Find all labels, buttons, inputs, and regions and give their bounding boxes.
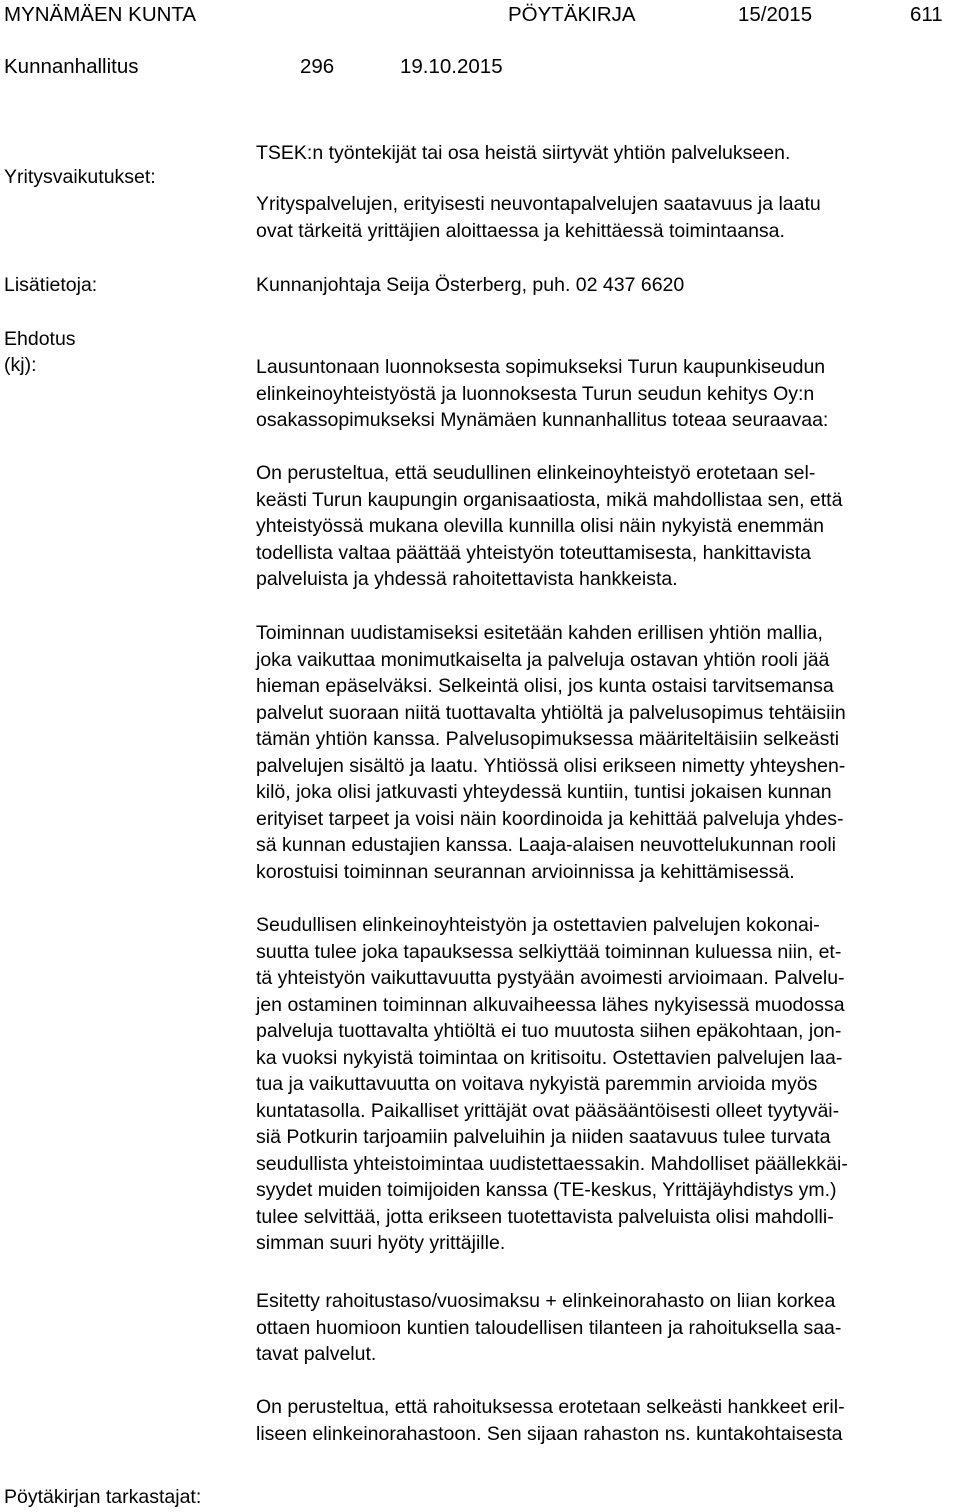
yritysvaikutukset-label: Yritysvaikutukset: bbox=[4, 166, 156, 188]
document-type: PÖYTÄKIRJA bbox=[508, 3, 636, 26]
municipality-name: MYNÄMÄEN KUNTA bbox=[4, 3, 197, 26]
poytakirjan-tarkastajat-label: Pöytäkirjan tarkastajat: bbox=[4, 1486, 202, 1508]
lisatietoja-text: Kunnanjohtaja Seija Österberg, puh. 02 437 6620 bbox=[256, 274, 685, 296]
lisatietoja-label: Lisätietoja: bbox=[4, 274, 98, 296]
ehdotus-paragraph-2: On perusteltua, että seudullinen elinkeinoyhteistyö erotetaan sel- keästi Turun kaupungin organisaatiosta, mikä mahdollistaa sen, että yhteistyössä mukana olevilla kunnilla olisi näin nykyistä enemmän todellista valtaa päättää yhteistyön toteuttamisesta, hankittavista palveluista ja yhdessä rahoitettavista hankkeista. bbox=[256, 462, 843, 590]
ehdotus-paragraph-4: Seudullisen elinkeinoyhteistyön ja ostettavien palvelujen kokonai- suutta tulee joka tapauksessa selkiyttää toiminnan kuluessa niin, et- tä yhteistyön vaikuttavuutta pystyään avoimesti arvioimaan. Palvelu- jen ostaminen toiminnan alkuvaiheessa lähes nykyisessä muodossa palveluja tuottavalta yhtiöltä ei tuo muutosta siihen epäkohtaan, jon- ka vuoksi nykyistä toimintaa on kritisoitu. Ostettavien palvelujen laa- tua ja vaikuttavuutta on voitava nykyistä paremmin arvioida myös kuntatasolla. Paikalliset yrittäjät ovat pääsääntöisesti olleet tyytyväi- siä Potkurin tarjoamiin palveluihin ja niiden saatavuus tulee turvata seudullista yhteistoimintaa uudistettaessakin. Mahdolliset päällekkäi- syydet muiden toimijoiden kanssa (TE-keskus, Yrittäjäyhdistys ym.) tulee selvittää, jotta erikseen tuotettavista palveluista olisi mahdolli- simman suuri hyöty yrittäjille. bbox=[256, 914, 848, 1254]
yritysvaikutukset-text: Yrityspalvelujen, erityisesti neuvontapalvelujen saatavuus ja laatu ovat tärkeitä yrittäjien aloittaessa ja kehittäessä toimintaansa. bbox=[256, 193, 821, 242]
section-number: 296 bbox=[300, 55, 335, 78]
ehdotus-paragraph-5: Esitetty rahoitustaso/vuosimaksu + elinkeinorahasto on liian korkea ottaen huomioon kuntien taloudellisen tilanteen ja rahoituksella saa- tavat palvelut. bbox=[256, 1290, 842, 1365]
meeting-body: Kunnanhallitus bbox=[4, 55, 139, 78]
ehdotus-label: Ehdotus (kj): bbox=[4, 328, 76, 376]
ehdotus-paragraph-1: Lausuntonaan luonnoksesta sopimukseksi Turun kaupunkiseudun elinkeinoyhteistyöstä ja luonnoksesta Turun seudun kehitys Oy:n osakassopimukseksi Mynämäen kunnanhallitus toteaa seuraavaa: bbox=[256, 356, 829, 431]
ehdotus-paragraph-3: Toiminnan uudistamiseksi esitetään kahden erillisen yhtiön mallia, joka vaikuttaa monimutkaiselta ja palveluja ostavan yhtiön rooli jää hieman epäselväksi. Selkeintä olisi, jos kunta ostaisi tarvitsemansa palvelut suoraan niitä tuottavalta yhtiöltä ja palvelusopimus tehtäisiin tämän yhtiön kanssa. Palvelusopimuksessa määriteltäisiin selkeästi palvelujen sisältö ja laatu. Yhtiössä olisi erikseen nimetty yhteyshen- kilö, joka olisi jatkuvasti yhteydessä kuntiin, tuntisi jokaisen kunnan erityiset tarpeet ja voisi näin koordinoida ja kehittää palveluja yhdes- sä kunnan edustajien kanssa. Laaja-alaisen neuvottelukunnan rooli korostuisi toiminnan seurannan arvioinnissa ja kehittämisessä. bbox=[256, 622, 846, 883]
intro-line: TSEK:n työntekijät tai osa heistä siirtyvät yhtiön palvelukseen. bbox=[256, 142, 791, 164]
ehdotus-paragraph-6: On perusteltua, että rahoituksessa erotetaan selkeästi hankkeet eril- liseen elinkeinorahastoon. Sen sijaan rahaston ns. kuntakohtaisesta bbox=[256, 1396, 845, 1445]
meeting-date: 19.10.2015 bbox=[400, 55, 503, 78]
document-number: 15/2015 bbox=[738, 3, 813, 26]
page-number: 611 bbox=[910, 3, 943, 26]
document-header bbox=[0, 0, 960, 80]
